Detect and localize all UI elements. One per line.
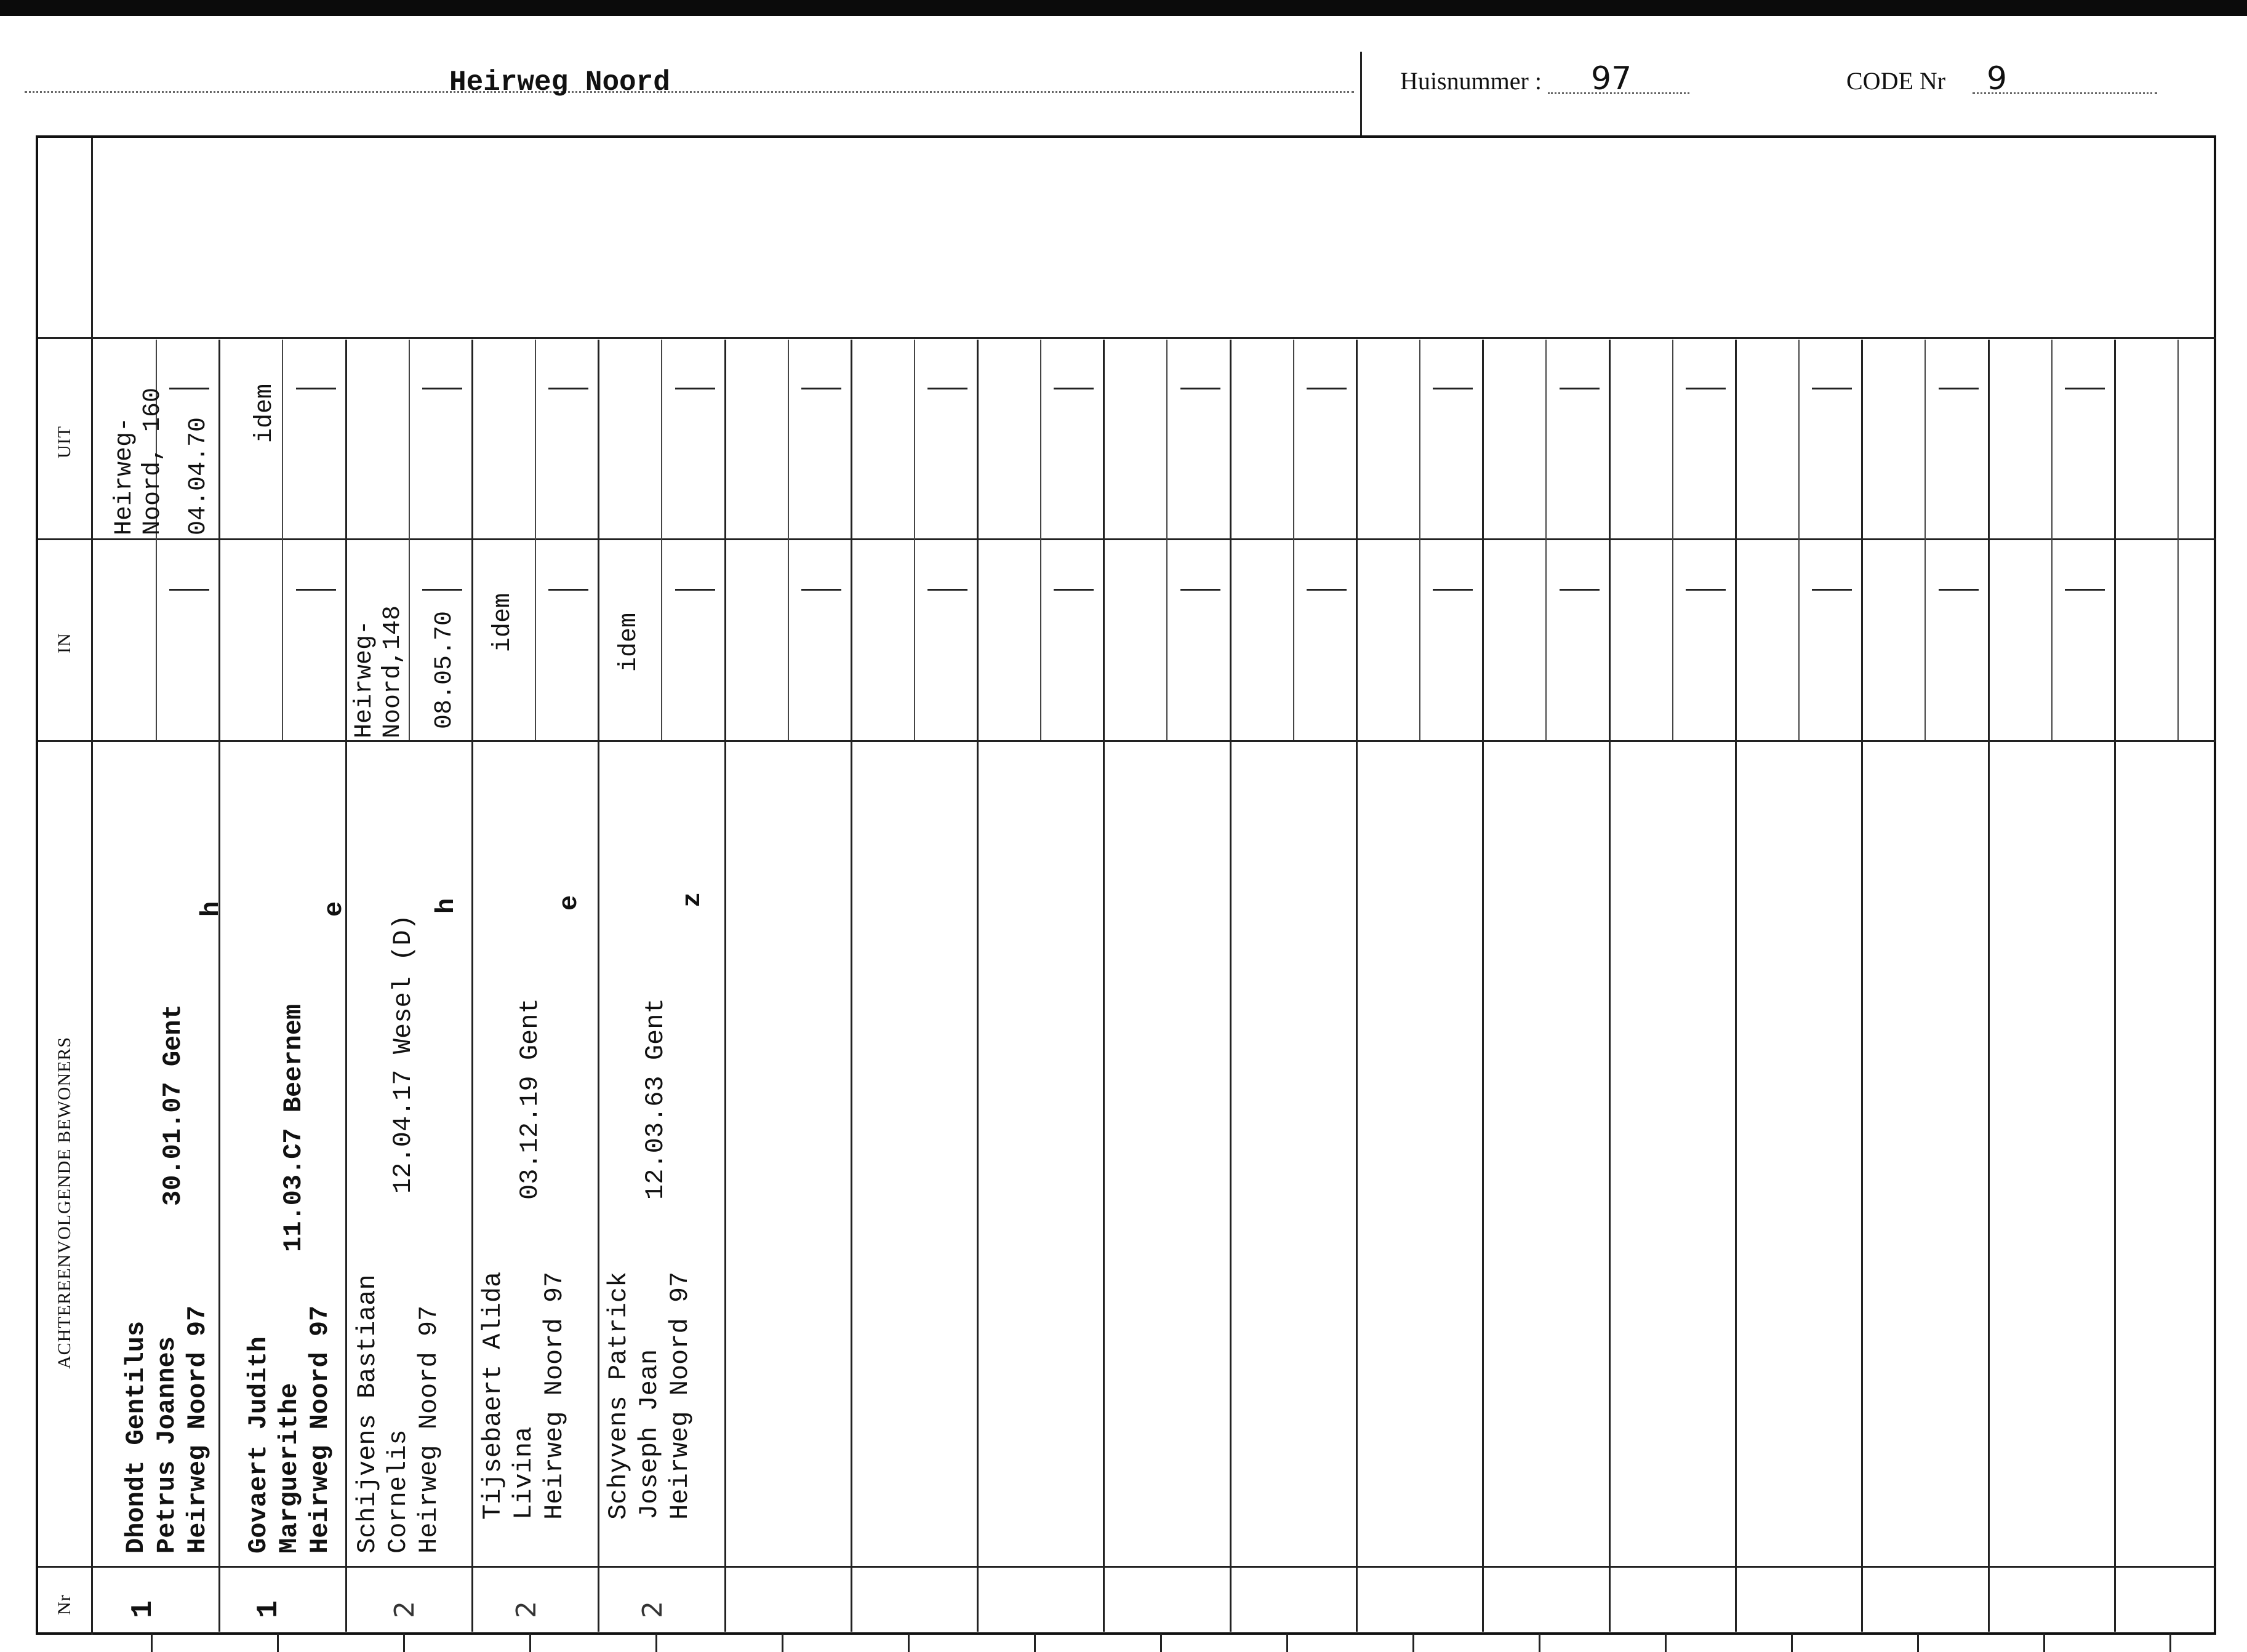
resident-3-name xyxy=(352,1274,444,1554)
uit-in-subcolumn-line xyxy=(661,340,662,740)
resident-5-name-line-2: Joseph Jean xyxy=(635,1349,664,1520)
column-separator xyxy=(345,340,347,1632)
uit-in-subcolumn-line xyxy=(914,340,915,740)
house-number-label: Huisnummer : xyxy=(1400,67,1542,95)
column-separator xyxy=(1735,340,1737,1632)
resident-1-uit-date: 04.04.70 xyxy=(185,417,212,535)
resident-2-sex: e xyxy=(319,901,349,917)
resident-1-nr: 1 xyxy=(127,1600,160,1618)
resident-2-name-line-2: Marguerithe xyxy=(274,1383,304,1554)
resident-1-uit-place-line-2: Noord, 160 xyxy=(139,387,167,535)
uit-dash xyxy=(801,388,841,389)
column-separator xyxy=(977,340,979,1632)
resident-3-name-line-1: Schijvens Bastiaan xyxy=(353,1274,382,1554)
bottom-tick xyxy=(151,1634,153,1652)
column-separator xyxy=(1861,340,1863,1632)
bottom-tick xyxy=(277,1634,279,1652)
row-label-in: IN xyxy=(54,632,74,653)
bottom-tick xyxy=(1160,1634,1162,1652)
resident-2-name-line-3: Heirweg Noord 97 xyxy=(305,1305,335,1554)
resident-1-name-line-3: Heirweg Noord 97 xyxy=(183,1305,212,1554)
column-separator xyxy=(471,340,473,1632)
column-separator xyxy=(1356,340,1358,1632)
street-name: Heirweg Noord xyxy=(449,66,670,98)
resident-5-birth: 12.03.63 Gent xyxy=(641,998,670,1200)
uit-in-subcolumn-line xyxy=(1672,340,1673,740)
column-separator xyxy=(1482,340,1484,1632)
code-label: CODE Nr xyxy=(1846,67,1946,95)
in-dash xyxy=(1560,589,1600,591)
uit-dash xyxy=(1812,388,1852,389)
in-dash xyxy=(2065,589,2105,591)
grid-line-top-section xyxy=(92,337,2216,339)
uit-in-subcolumn-line xyxy=(409,340,410,740)
label-column-separator xyxy=(91,138,93,1635)
header-separator xyxy=(1360,52,1362,138)
uit-in-subcolumn-line xyxy=(1166,340,1168,740)
grid-line-residents-nr xyxy=(38,1566,2216,1568)
bottom-tick xyxy=(1917,1634,1919,1652)
resident-3-birth: 12.04.17 Wesel (D) xyxy=(388,914,418,1194)
resident-3-sex: h xyxy=(431,898,461,914)
bottom-tick xyxy=(655,1634,657,1652)
resident-4-name xyxy=(478,1272,570,1520)
bottom-tick xyxy=(403,1634,405,1652)
uit-in-subcolumn-line xyxy=(2051,340,2053,740)
uit-in-subcolumn-line xyxy=(1293,340,1294,740)
resident-5-name xyxy=(603,1272,695,1520)
grid-line-label-col-top xyxy=(38,337,94,339)
resident-3-nr: 2 xyxy=(389,1601,420,1618)
uit-dash xyxy=(1939,388,1979,389)
column-separator xyxy=(218,340,220,1632)
resident-2-nr: 1 xyxy=(252,1600,286,1618)
bottom-tick xyxy=(782,1634,783,1652)
column-separator xyxy=(724,340,726,1632)
resident-1-name-line-2: Petrus Joannes xyxy=(152,1336,182,1554)
uit-dash xyxy=(1686,388,1726,389)
in-dash xyxy=(1180,589,1220,591)
bottom-tick xyxy=(2169,1634,2171,1652)
resident-2-uit-place: idem xyxy=(251,383,279,443)
in-dash xyxy=(296,589,336,591)
bottom-tick xyxy=(1034,1634,1036,1652)
resident-1-name xyxy=(121,1306,213,1554)
bottom-tick xyxy=(908,1634,910,1652)
bottom-tick xyxy=(2043,1634,2045,1652)
column-separator xyxy=(2114,340,2116,1632)
resident-3-name-line-2: Cornelis xyxy=(383,1429,413,1554)
in-dash xyxy=(1939,589,1979,591)
resident-1-uit-place-line-1: Heirweg- xyxy=(111,417,138,535)
column-separator xyxy=(598,340,599,1632)
uit-in-subcolumn-line xyxy=(788,340,789,740)
grid-line-in-residents xyxy=(38,740,2216,742)
uit-dash xyxy=(1307,388,1347,389)
in-dash xyxy=(548,589,588,591)
uit-dash xyxy=(927,388,967,389)
resident-1-name-line-1: Dhondt Gentilus xyxy=(121,1320,151,1554)
row-label-residents: ACHTEREENVOLGENDE BEWONERS xyxy=(54,1036,74,1369)
bottom-tick xyxy=(1665,1634,1667,1652)
in-dash xyxy=(169,589,209,591)
row-label-nr: Nr xyxy=(54,1594,74,1615)
in-dash xyxy=(675,589,715,591)
resident-1-sex: h xyxy=(196,901,226,917)
resident-4-name-line-2: Livina xyxy=(509,1426,539,1520)
uit-dash xyxy=(2065,388,2105,389)
grid-line-uit-in xyxy=(38,538,2216,540)
resident-4-name-line-1: Tijsebaert Alida xyxy=(478,1271,508,1520)
resident-4-in-place: idem xyxy=(489,593,517,652)
resident-3-in-place-line-1: Heirweg- xyxy=(351,620,379,738)
in-dash xyxy=(801,589,841,591)
street-dotted-line xyxy=(25,91,1354,93)
bottom-tick xyxy=(1791,1634,1793,1652)
bottom-tick xyxy=(529,1634,531,1652)
resident-4-sex: e xyxy=(555,895,584,911)
in-dash xyxy=(1812,589,1852,591)
resident-4-name-line-3: Heirweg Noord 97 xyxy=(540,1271,569,1520)
resident-5-nr: 2 xyxy=(637,1601,668,1618)
bottom-tick xyxy=(1539,1634,1540,1652)
house-number-value: 97 xyxy=(1591,60,1632,97)
resident-3-name-line-3: Heirweg Noord 97 xyxy=(414,1305,444,1554)
uit-in-subcolumn-line xyxy=(1545,340,1547,740)
uit-in-subcolumn-line xyxy=(1040,340,1041,740)
resident-5-name-line-3: Heirweg Noord 97 xyxy=(665,1271,695,1520)
uit-dash xyxy=(1433,388,1473,389)
resident-2-name xyxy=(243,1306,335,1554)
in-dash xyxy=(1307,589,1347,591)
resident-1-uit-place xyxy=(111,388,167,535)
column-separator xyxy=(1230,340,1232,1632)
uit-dash xyxy=(169,388,209,389)
uit-dash xyxy=(548,388,588,389)
uit-in-subcolumn-line xyxy=(1798,340,1800,740)
column-separator xyxy=(851,340,852,1632)
resident-2-name-line-1: Govaert Judith xyxy=(244,1336,273,1554)
uit-dash xyxy=(296,388,336,389)
in-dash xyxy=(422,589,462,591)
uit-dash xyxy=(1180,388,1220,389)
uit-dash xyxy=(1054,388,1094,389)
code-value: 9 xyxy=(1987,60,2008,97)
uit-dash xyxy=(1560,388,1600,389)
bottom-tick xyxy=(1412,1634,1414,1652)
uit-in-subcolumn-line xyxy=(1925,340,1926,740)
resident-5-in-place: idem xyxy=(615,612,643,672)
uit-dash xyxy=(675,388,715,389)
resident-5-name-line-1: Schyvens Patrick xyxy=(604,1271,633,1520)
resident-3-in-place xyxy=(351,605,407,738)
top-edge-bar xyxy=(0,0,2247,16)
bottom-tick xyxy=(1286,1634,1288,1652)
resident-1-birth: 30.01.07 Gent xyxy=(158,1004,188,1206)
column-separator xyxy=(1103,340,1105,1632)
uit-dash xyxy=(422,388,462,389)
in-dash xyxy=(1054,589,1094,591)
resident-2-birth: 11.03.C7 Beernem xyxy=(279,1004,308,1252)
uit-in-subcolumn-line xyxy=(535,340,536,740)
row-label-uit: UIT xyxy=(54,426,74,458)
column-separator xyxy=(1988,340,1990,1632)
in-dash xyxy=(927,589,967,591)
in-dash xyxy=(1433,589,1473,591)
resident-5-sex: z xyxy=(678,892,707,908)
uit-in-subcolumn-line xyxy=(1419,340,1420,740)
resident-3-in-place-line-2: Noord,148 xyxy=(379,605,407,738)
uit-in-subcolumn-line xyxy=(2177,340,2179,740)
resident-3-in-date: 08.05.70 xyxy=(431,610,459,729)
in-dash xyxy=(1686,589,1726,591)
resident-4-birth: 03.12.19 Gent xyxy=(515,998,545,1200)
resident-4-nr: 2 xyxy=(511,1601,542,1618)
column-separator xyxy=(1609,340,1611,1632)
uit-in-subcolumn-line xyxy=(282,340,283,740)
